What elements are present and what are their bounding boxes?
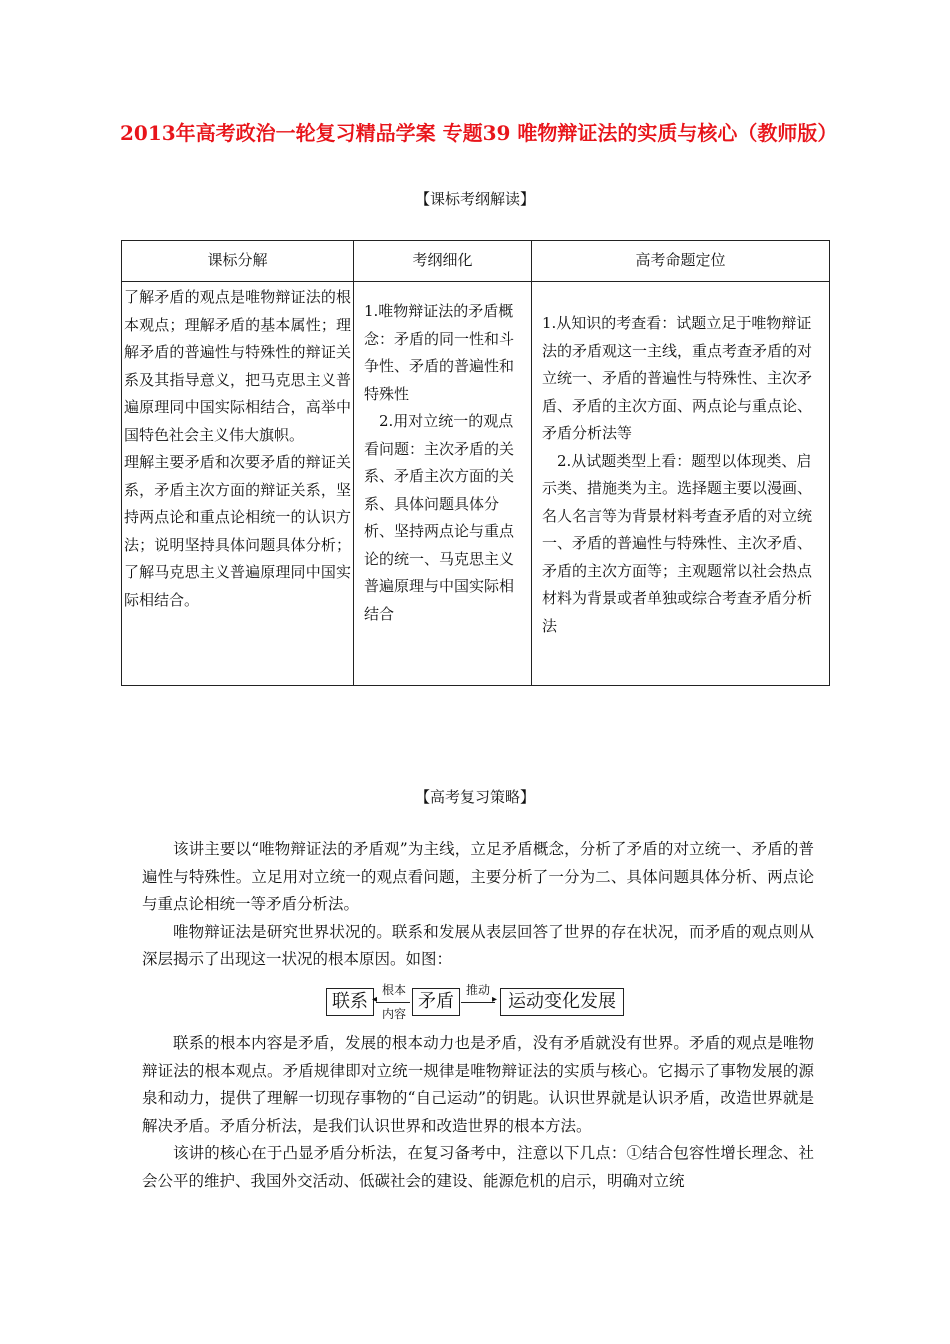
- cell-paragraph: 理解主要矛盾和次要矛盾的辩证关系，矛盾主次方面的辩证关系，坚持两点论和重点论相统一的认识方法；说明坚持具体问题具体分析；了解马克思主义普遍原理同中国实际相结合。: [124, 453, 351, 609]
- diagram-label-content: 内容: [382, 1007, 407, 1021]
- arrow-right-head: ▸: [492, 994, 498, 1005]
- table-header-cell: 课标分解: [122, 241, 354, 282]
- section-heading-syllabus: 【课标考纲解读】: [414, 190, 535, 208]
- body-paragraph: 该讲的核心在于凸显矛盾分析法，在复习备考中，注意以下几点：①结合包容性增长理念、社会公平的维护、我国外交活动、低碳社会的建设、能源危机的启示，明确对立统: [142, 1144, 814, 1190]
- diagram-label-fundamental: 根本: [382, 983, 407, 997]
- table-cell-exam-position: [532, 282, 830, 686]
- document-title: 2013年高考政治一轮复习精品学案 专题39 唯物辩证法的实质与核心（教师版）: [120, 121, 838, 145]
- table-cell-outline: [354, 282, 532, 686]
- table-row: [122, 282, 830, 686]
- cell-paragraph: 了解矛盾的观点是唯物辩证法的根本观点；理解矛盾的基本属性；理解矛盾的普遍性与特殊性的辩证关系及其指导意义，把马克思主义普遍原理同中国实际相结合，高举中国特色社会主义伟大旗帜。: [124, 288, 351, 444]
- table-header-row: [122, 241, 830, 282]
- cell-paragraph: 1.从知识的考查看：试题立足于唯物辩证法的矛盾观这一主线，重点考查矛盾的对立统一、矛盾的普遍性与特殊性、主次矛盾、矛盾的主次方面、两点论与重点论、矛盾分析法等: [542, 314, 813, 442]
- table-cell-standard: [122, 282, 354, 686]
- contradiction-diagram: [326, 984, 626, 1020]
- arrow-left-head: ◂: [372, 994, 378, 1005]
- body-block-2: [142, 1030, 814, 1195]
- body-paragraph: 联系的根本内容是矛盾，发展的根本动力也是矛盾，没有矛盾就没有世界。矛盾的观点是唯物辩证法的根本观点。矛盾规律即对立统一规律是唯物辩证法的实质与核心。它揭示了事物发展的源泉和动力，提供了理解一切现存事物的“自己运动”的钥匙。认识世界就是认识矛盾，改造世界就是解决矛盾。矛盾分析法，是我们认识世界和改造世界的根本方法。: [142, 1034, 814, 1135]
- body-paragraph: 该讲主要以“唯物辩证法的矛盾观”为主线，立足矛盾概念，分析了矛盾的对立统一、矛盾的普遍性与特殊性。立足用对立统一的观点看问题，主要分析了一分为二、具体问题具体分析、两点论与重点论相统一等矛盾分析法。: [142, 840, 814, 913]
- cell-paragraph: 1.唯物辩证法的矛盾概念：矛盾的同一性和斗争性、矛盾的普遍性和特殊性: [364, 302, 515, 403]
- diagram-label-push: 推动: [466, 983, 491, 997]
- body-block-1: [142, 836, 814, 974]
- table-header-cell: 考纲细化: [354, 241, 532, 282]
- diagram-box-connection: 联系: [326, 988, 374, 1016]
- syllabus-table: [121, 240, 830, 686]
- section-heading-strategy: 【高考复习策略】: [414, 788, 535, 806]
- table-header-cell: 高考命题定位: [532, 241, 830, 282]
- arrow-right-line: [461, 1002, 495, 1003]
- diagram-box-contradiction: 矛盾: [412, 988, 460, 1016]
- cell-paragraph: 2.用对立统一的观点看问题：主次矛盾的关系、矛盾主次方面的关系、具体问题具体分析、坚持两点论与重点论的统一、马克思主义普遍原理与中国实际相结合: [364, 412, 515, 623]
- cell-paragraph: 2.从试题类型上看：题型以体现类、启示类、措施类为主。选择题主要以漫画、名人名言等为背景材料考查矛盾的对立统一、矛盾的普遍性与特殊性、主次矛盾、矛盾的主次方面等；主观题常以社会热点材料为背景或者单独或综合考查矛盾分析法: [542, 451, 813, 635]
- body-paragraph: 唯物辩证法是研究世界状况的。联系和发展从表层回答了世界的存在状况，而矛盾的观点则从深层揭示了出现这一状况的根本原因。如图：: [142, 922, 814, 968]
- arrow-left-line: [376, 1002, 410, 1003]
- diagram-box-motion: 运动变化发展: [500, 988, 624, 1016]
